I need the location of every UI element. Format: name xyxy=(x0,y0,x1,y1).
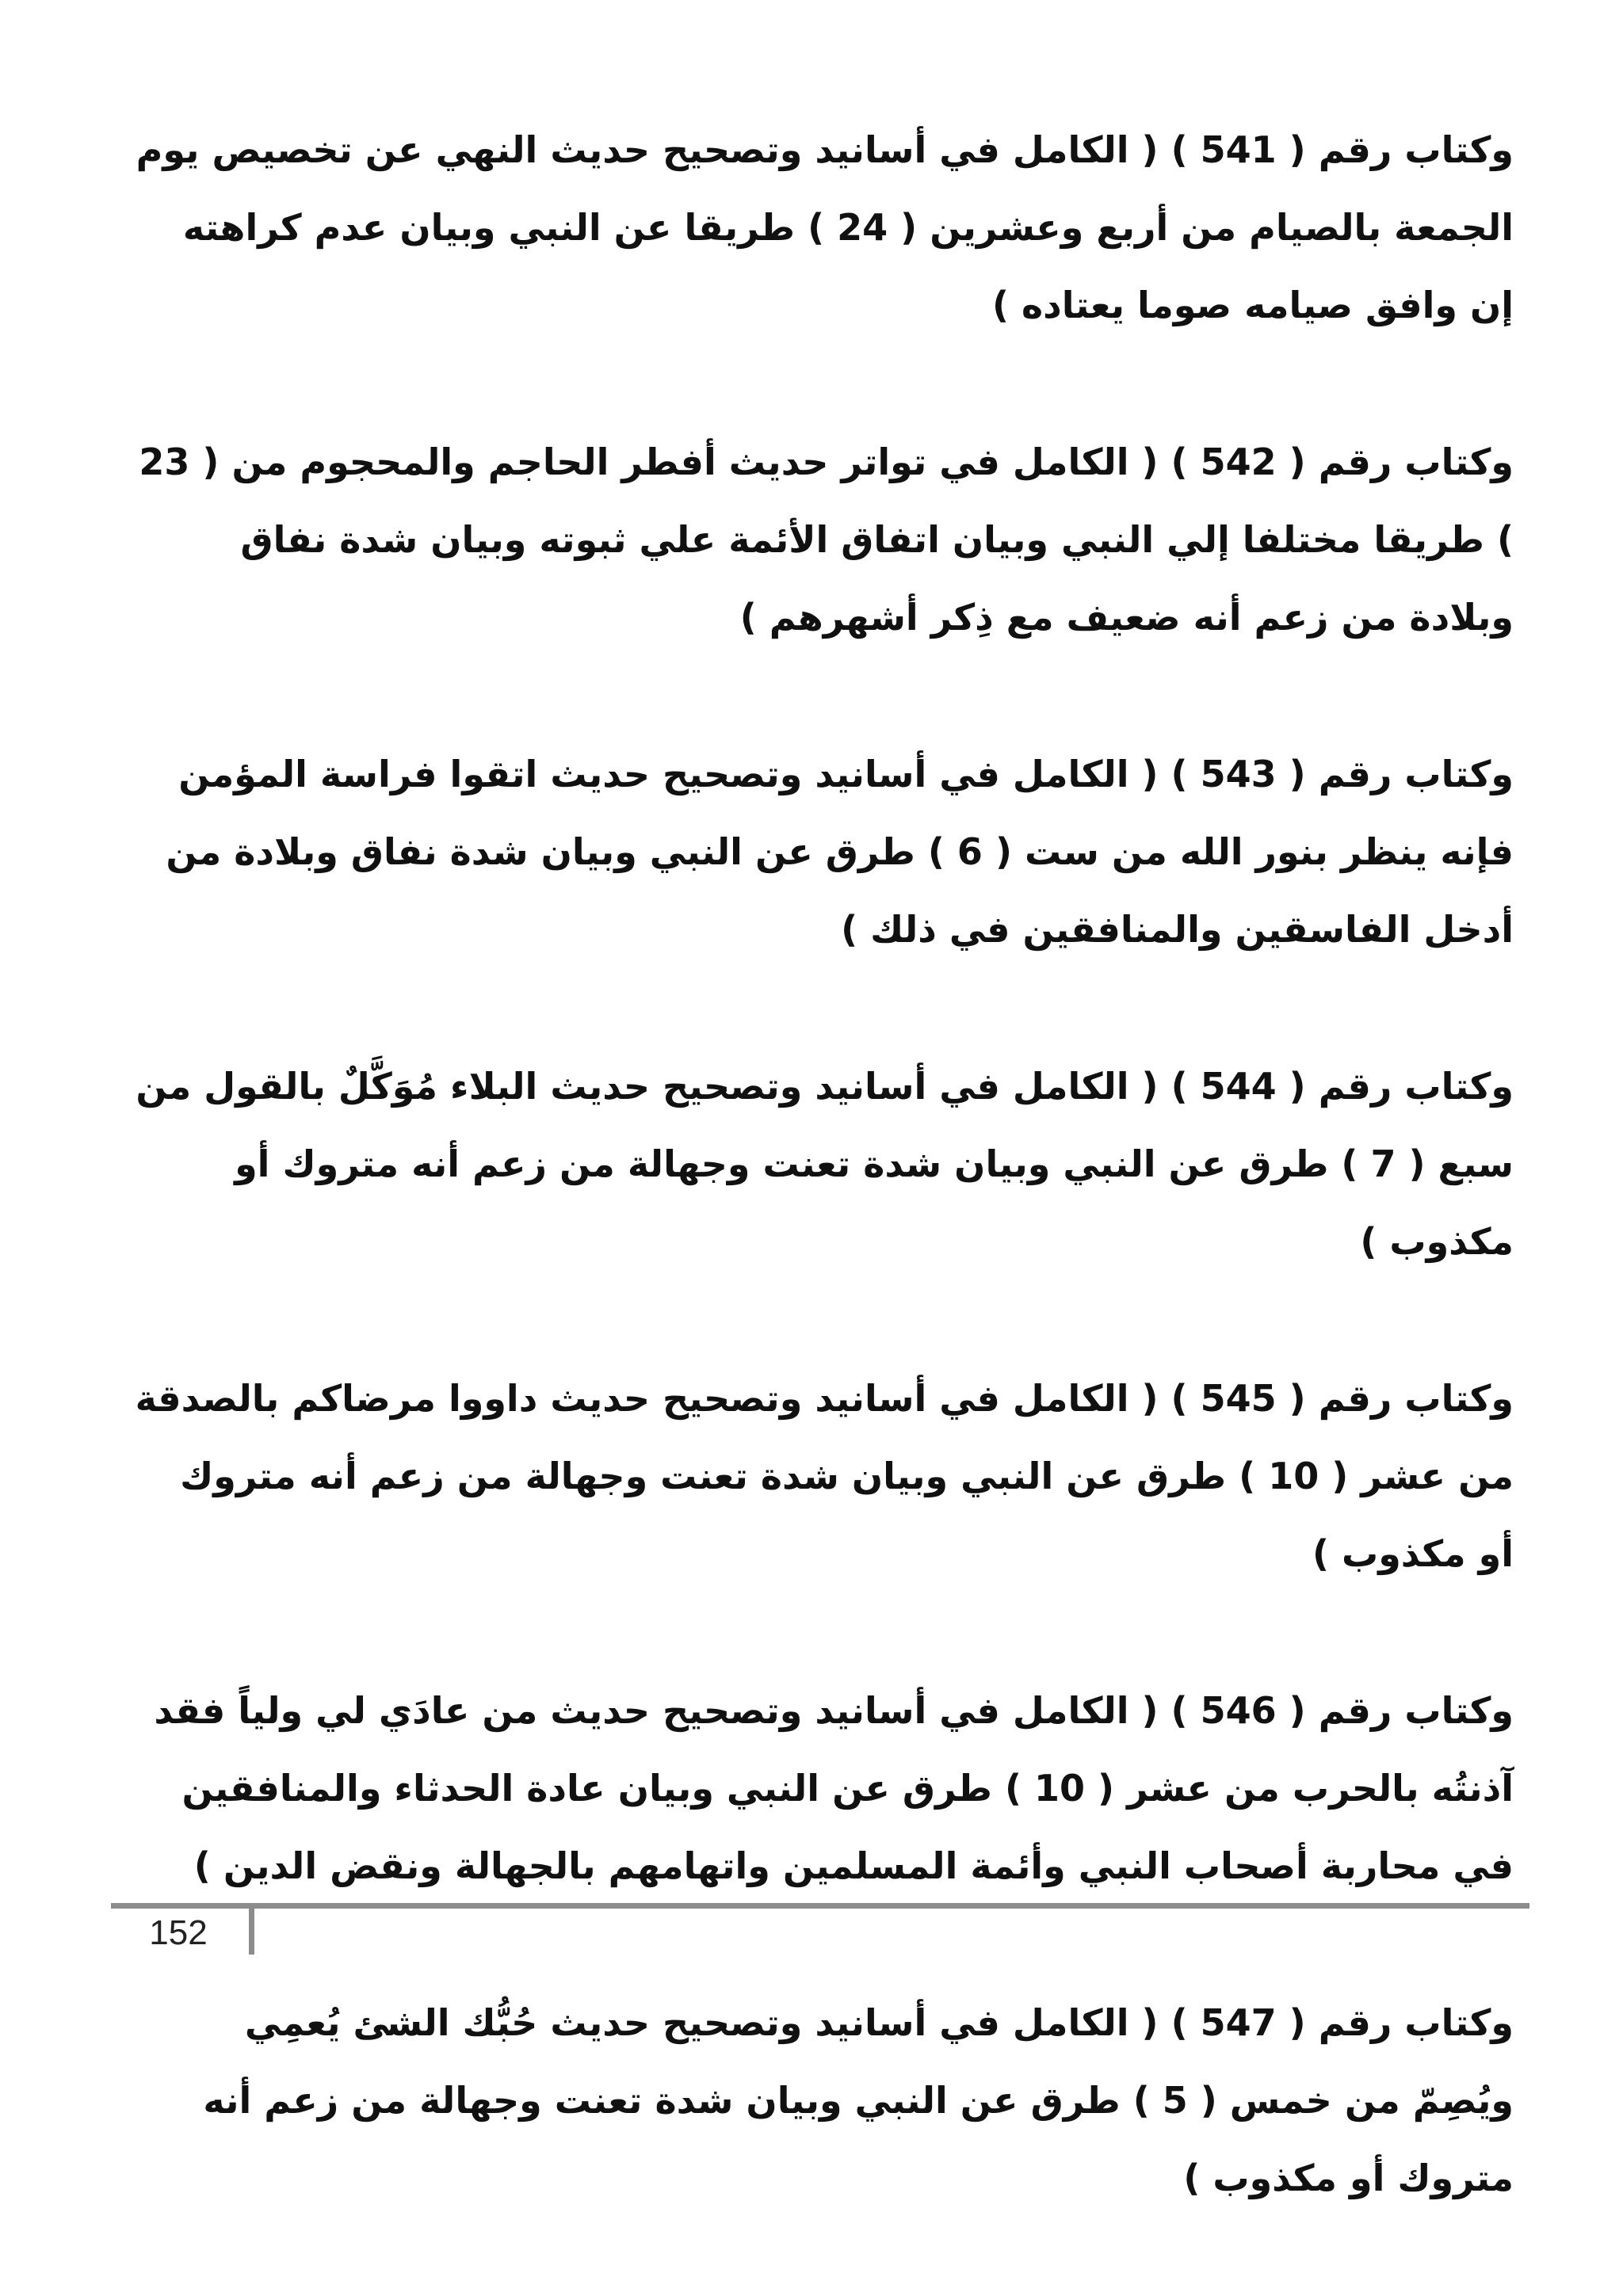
book-entry-546: وكتاب رقم ( 546 ) ( الكامل في أسانيد وتصحيح حديث من عادَي لي ولياً فقد آذنتُه بالحرب من عشر ( 10 ) طرق عن النبي وبيان عادة الحدثاء والمنافقين في محاربة أصحاب النبي وأئمة المسلمين واتهامهم بالجهالة ونقض الدين ) xyxy=(154,1689,1514,1887)
footer-tick-mark xyxy=(249,1905,254,1955)
book-entry-545: وكتاب رقم ( 545 ) ( الكامل في أسانيد وتصحيح حديث داووا مرضاكم بالصدقة من عشر ( 10 ) طرق عن النبي وبيان شدة تعنت وجهالة من زعم أنه متروك أو مكذوب ) xyxy=(135,1377,1514,1575)
book-entry-544: وكتاب رقم ( 544 ) ( الكامل في أسانيد وتصحيح حديث البلاء مُوَكَّلٌ بالقول من سبع ( 7 ) طرق عن النبي وبيان شدة تعنت وجهالة من زعم أنه متروك أو مكذوب ) xyxy=(136,1065,1514,1263)
book-entry-list xyxy=(135,111,1514,2296)
book-entry-541: وكتاب رقم ( 541 ) ( الكامل في أسانيد وتصحيح حديث النهي عن تخصيص يوم الجمعة بالصيام من أربع وعشرين ( 24 ) طريقا عن النبي وبيان عدم كراهته إن وافق صيامه صوما يعتاده ) xyxy=(136,128,1514,326)
book-entry-547: وكتاب رقم ( 547 ) ( الكامل في أسانيد وتصحيح حديث حُبُّك الشئ يُعمِي ويُصِمّ من خمس ( 5 ) طرق عن النبي وبيان شدة تعنت وجهالة من زعم أنه متروك أو مكذوب ) xyxy=(203,2001,1514,2199)
page-number: 152 xyxy=(149,1913,208,1952)
book-entry-543: وكتاب رقم ( 543 ) ( الكامل في أسانيد وتصحيح حديث اتقوا فراسة المؤمن فإنه ينظر بنور الله من ست ( 6 ) طرق عن النبي وبيان شدة نفاق وبلادة من أدخل الفاسقين والمنافقين في ذلك ) xyxy=(166,753,1514,951)
book-entry-542: وكتاب رقم ( 542 ) ( الكامل في تواتر حديث أفطر الحاجم والمحجوم من ( 23 ) طريقا مختلفا إلي النبي وبيان اتفاق الأئمة علي ثبوته وبيان شدة نفاق وبلادة من زعم أنه ضعيف مع ذِكر أشهرهم ) xyxy=(139,441,1514,639)
footer-divider xyxy=(111,1903,1529,1909)
